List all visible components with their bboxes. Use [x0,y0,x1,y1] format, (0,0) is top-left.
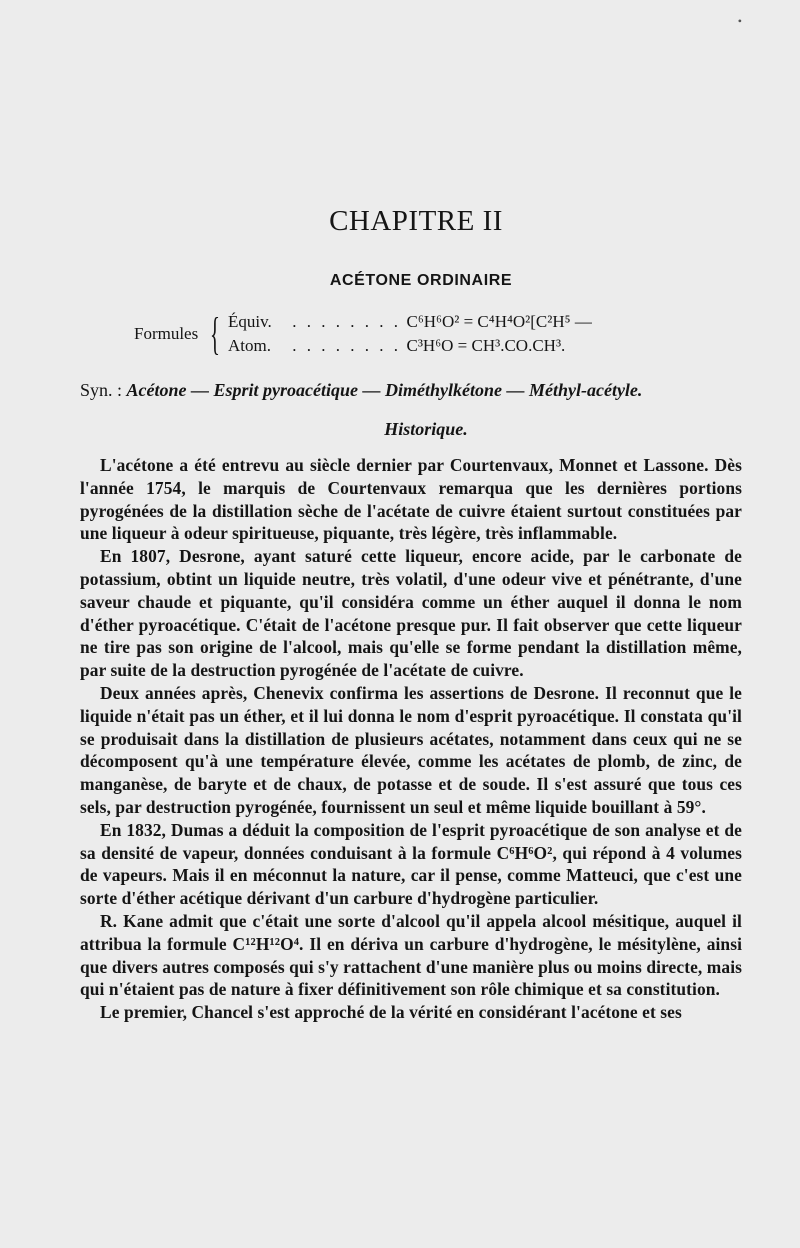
page-content [80,205,742,1024]
paragraph: R. Kane admit que c'était une sorte d'alcool qu'il appela alcool mésitique, auquel il attribua la formule C¹²H¹²O⁴. Il en dériva un carbure d'hydrogène, le mésitylène, ainsi que divers autres composés qui s'y rattachent d'une manière plus ou moins directe, mais qui n'étaient pas de nature à fixer définitivement son rôle chimique et sa constitution. [80,910,742,1000]
formula-row-value: C⁶H⁶O² = C⁴H⁴O²[C²H⁵ — [406,312,592,331]
formula-label: Formules [134,324,199,343]
formula-row-name: Atom. [228,336,271,355]
section-title: Historique. [384,419,468,439]
formula-row-value: C³H⁶O = CH³.CO.CH³. [406,336,566,355]
formula-row-dots: . . . . . . . . [292,312,401,331]
formula-block [80,310,742,366]
paragraph: Le premier, Chancel s'est approché de la vérité en considérant l'acétone et ses [100,1002,682,1023]
formula-row-atom [228,336,565,360]
page-mark: • [737,14,742,28]
chapter-heading: CHAPITRE II [329,205,503,237]
brace-glyph: { [210,308,220,359]
formula-row-equiv [228,312,592,336]
paragraph: L'acétone a été entrevu au siècle dernier par Courtenvaux, Monnet et Lassone. Dès l'année 1754, le marquis de Courtenvaux remarqua que les dernières portions pyrogénées de la distillation sèche de l'acétate de cuivre étaient surtout constituées par une liqueur à odeur spiritueuse, piquante, très légère, très inflammable. [80,455,742,544]
synonyms-label: Syn. : [80,380,123,400]
paragraph: En 1832, Dumas a déduit la composition de l'esprit pyroacétique de son analyse et de sa densité de vapeur, données conduisant à la formule C⁶H⁶O², qui répond à 4 volumes de vapeurs. Mais il en méconnut la nature, car il pense, comme Matteuci, que c'est une sorte d'éther acétique dérivant d'un carbure d'hydrogène particulier. [80,819,742,909]
formula-row-dots: . . . . . . . . [292,336,401,355]
synonyms-line [80,380,742,401]
paragraph: Deux années après, Chenevix confirma les assertions de Desrone. Il reconnut que le liquide n'était pas un éther, et il lui donna le nom d'esprit pyroacétique. Il constata qu'il se produisait dans la distillation de plusieurs acétates, notamment dans ceux qui ne se décomposent qu'à une température élevée, comme les acétates de plomb, de zinc, de manganèse, de baryte et de chaux, de potasse et de soude. Il s'est assuré que tous ces sels, par destruction pyrogénée, fournissent un seul et même liquide bouillant à 59°. [80,682,742,817]
chapter-title: ACÉTONE ORDINAIRE [329,272,513,289]
paragraph: En 1807, Desrone, ayant saturé cette liqueur, encore acide, par le carbonate de potassium, obtint un liquide neutre, très volatil, d'une odeur vive et pénétrante, d'une saveur chaude et piquante, qu'il considéra comme un éther auquel il donna le nom d'éther pyroacétique. C'était de l'acétone presque pur. Il fait observer que cette liqueur ne tire pas son origine de l'alcool, mais qu'elle se forme pendant la distillation même, par suite de la destruction pyrogénée de l'acétate de cuivre. [80,546,742,681]
synonyms-terms: Acétone — Esprit pyroacétique — Diméthylkétone — Méthyl-acétyle. [126,380,643,400]
formula-row-name: Équiv. [228,312,272,331]
